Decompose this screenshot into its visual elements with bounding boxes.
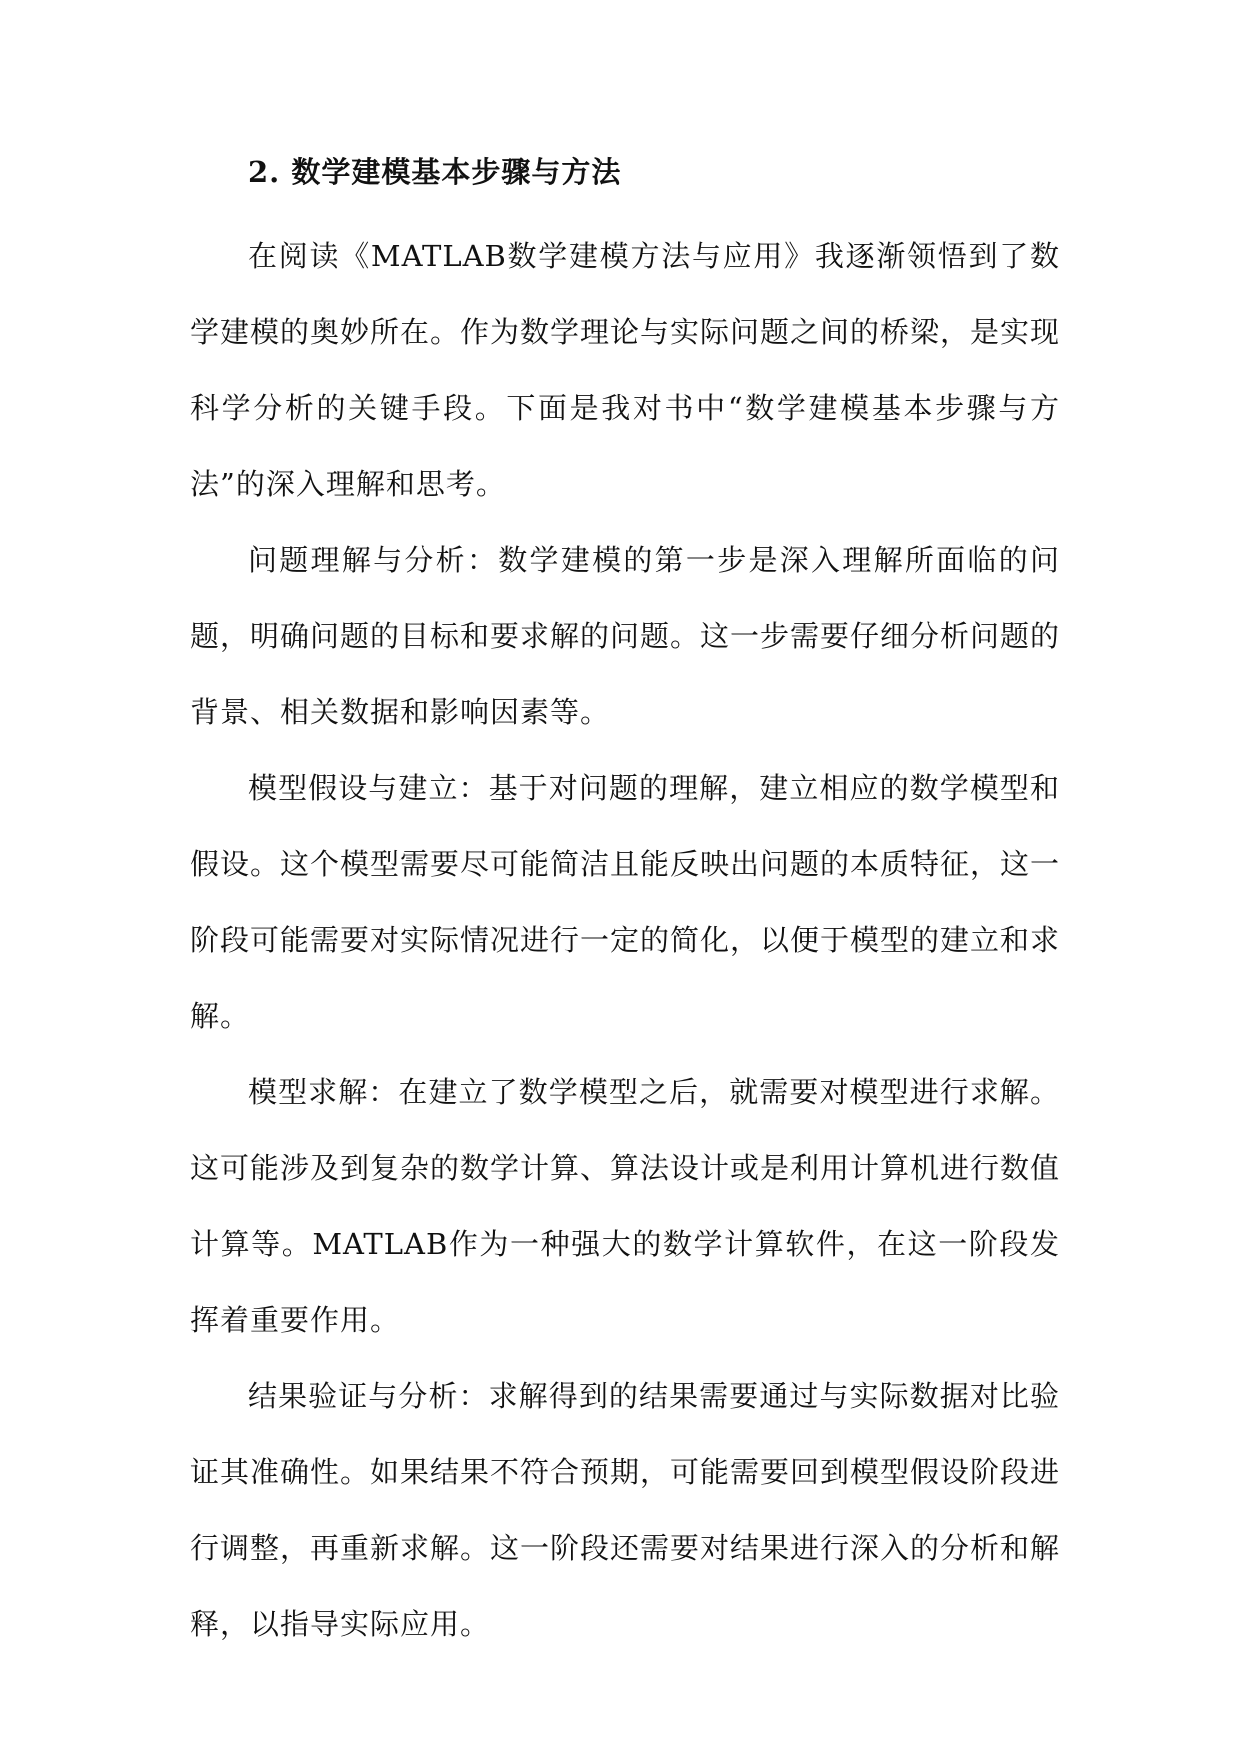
paragraph-model-solving: 模型求解：在建立了数学模型之后，就需要对模型进行求解。这可能涉及到复杂的数学计算、算法设计或是利用计算机进行数值计算等。MATLAB作为一种强大的数学计算软件，在这一阶段发挥着重要作用。 <box>190 1075 1061 1337</box>
paragraph-model-assumption: 模型假设与建立：基于对问题的理解，建立相应的数学模型和假设。这个模型需要尽可能简洁且能反映出问题的本质特征，这一阶段可能需要对实际情况进行一定的简化，以便于模型的建立和求解。 <box>190 771 1061 1033</box>
paragraph-result-verification: 结果验证与分析：求解得到的结果需要通过与实际数据对比验证其准确性。如果结果不符合预期，可能需要回到模型假设阶段进行调整，再重新求解。这一阶段还需要对结果进行深入的分析和解释，以指导实际应用。 <box>190 1379 1061 1641</box>
section-heading: 2. 数学建模基本步骤与方法 <box>248 155 622 189</box>
document-body <box>190 142 1060 1662</box>
paragraph-intro: 在阅读《MATLAB数学建模方法与应用》我逐渐领悟到了数学建模的奥妙所在。作为数学理论与实际问题之间的桥梁，是实现科学分析的关键手段。下面是我对书中“数学建模基本步骤与方法”的深入理解和思考。 <box>190 239 1061 501</box>
paragraph-problem-analysis: 问题理解与分析：数学建模的第一步是深入理解所面临的问题，明确问题的目标和要求解的问题。这一步需要仔细分析问题的背景、相关数据和影响因素等。 <box>190 543 1061 729</box>
